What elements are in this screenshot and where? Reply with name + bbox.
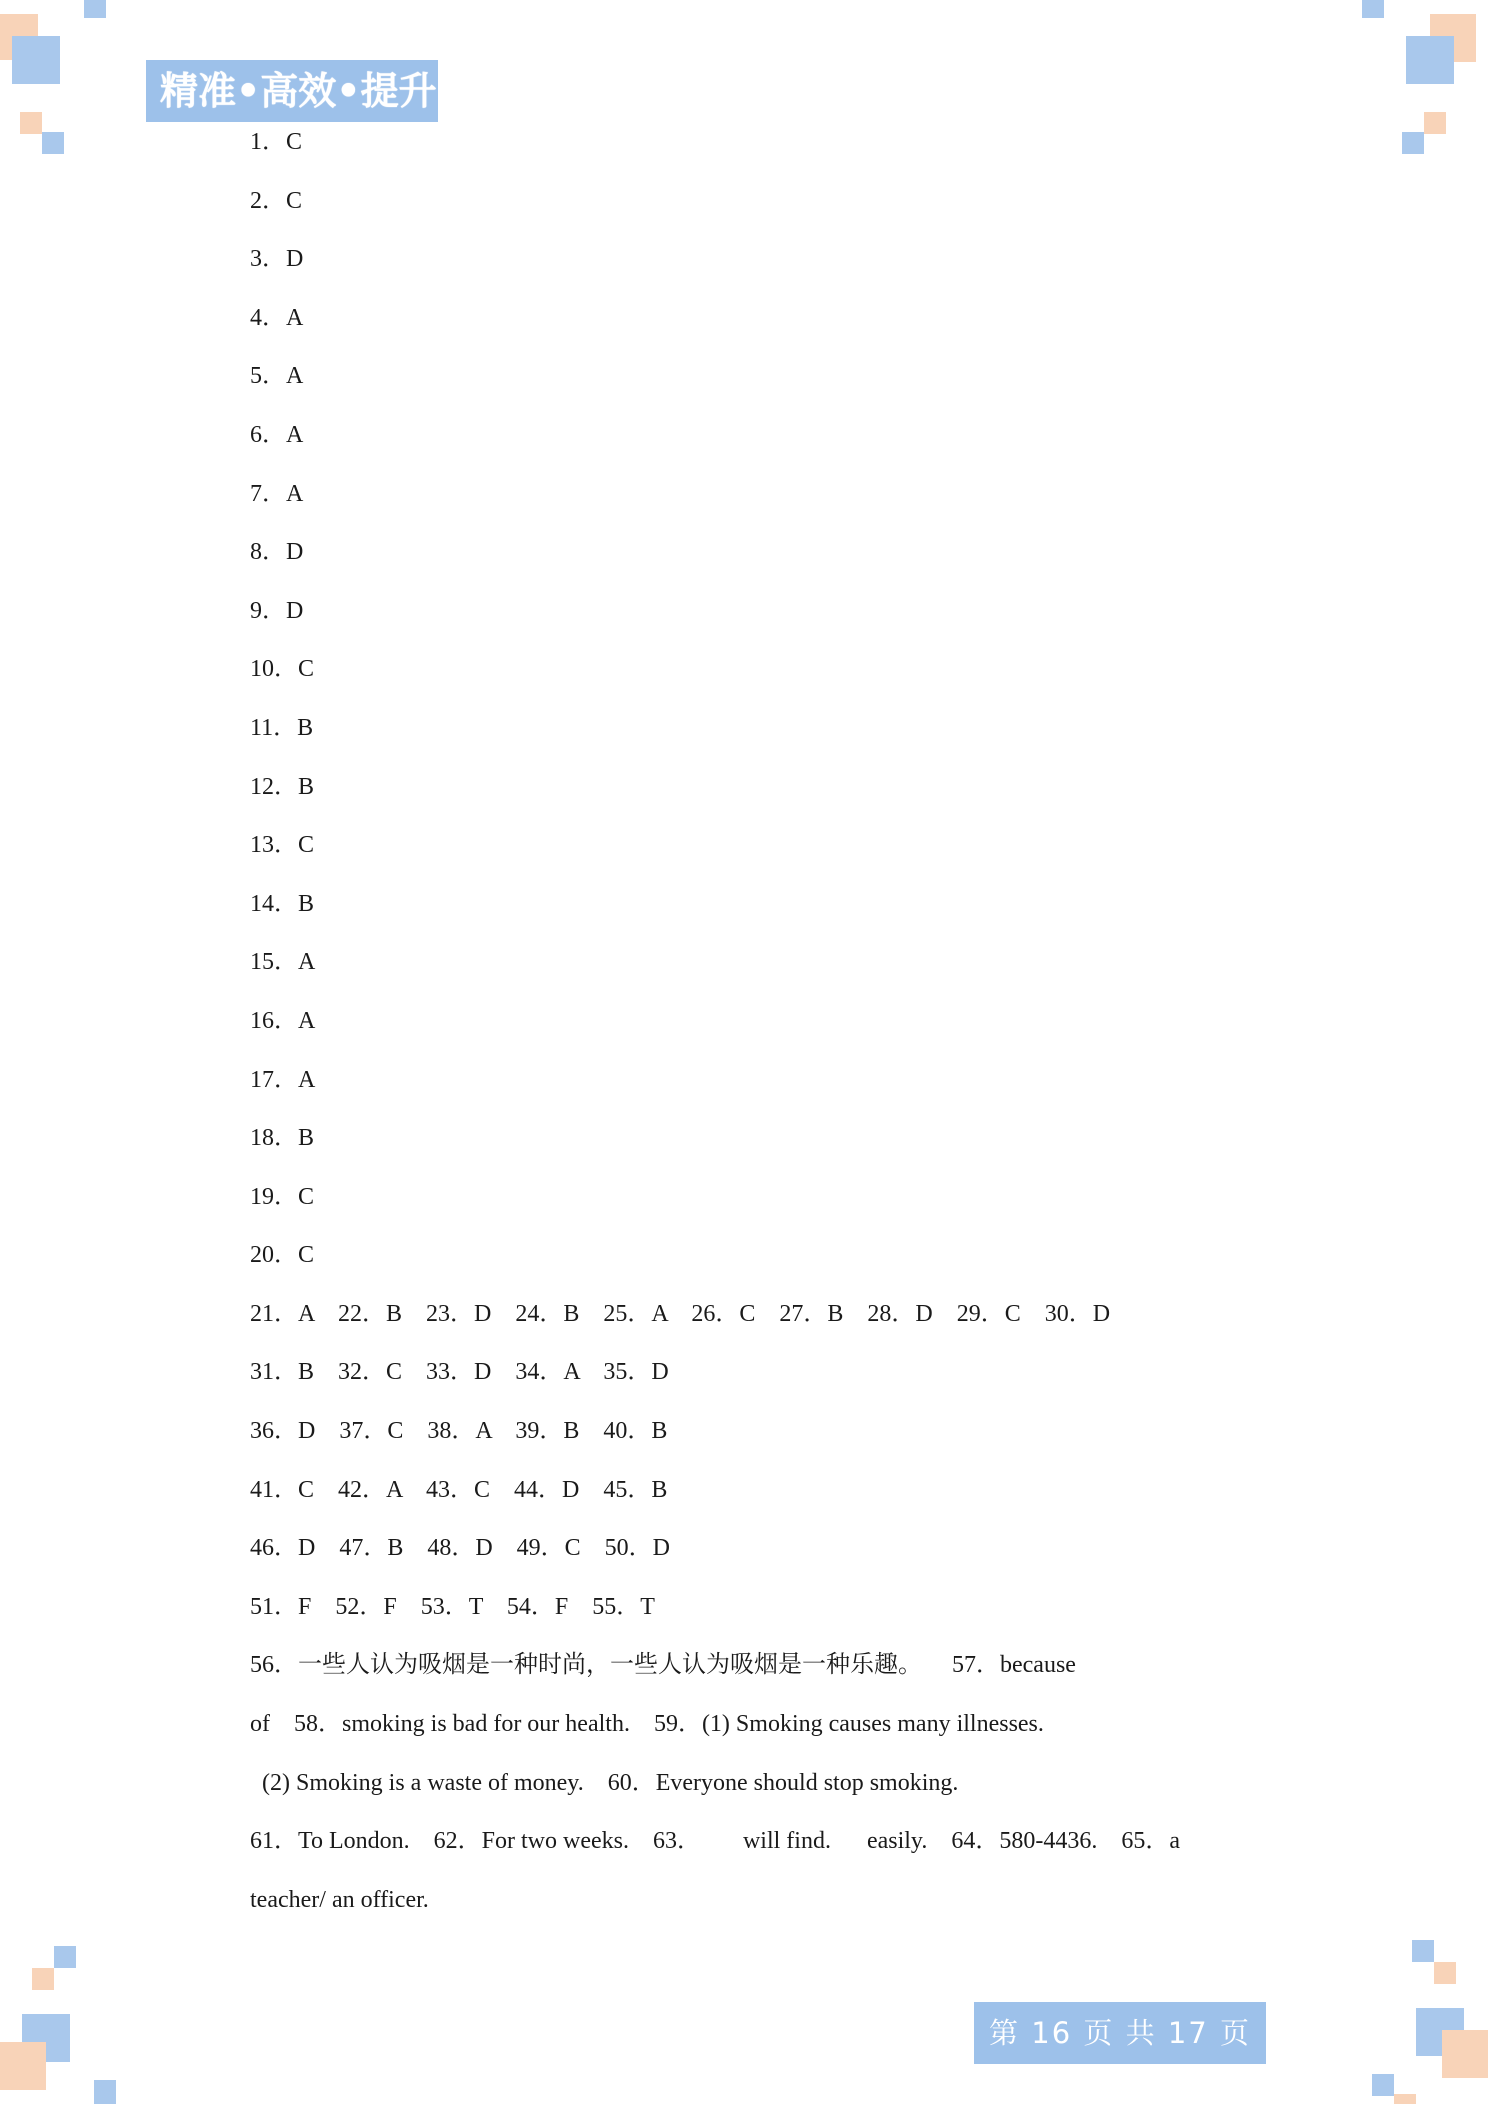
answer-line: 41．C 42．A 43．C 44．D 45．B (250, 1476, 668, 1503)
answer-line: 19．C (250, 1183, 315, 1210)
decor-square (12, 36, 60, 84)
answer-line: (2) Smoking is a waste of money. 60．Everyone should stop smoking. (250, 1769, 959, 1796)
decor-square (54, 1946, 76, 1968)
answer-line: 18．B (250, 1125, 315, 1152)
decor-square (20, 112, 42, 134)
page-number-label: 第 16 页 共 17 页 (974, 2002, 1266, 2064)
decor-square (1424, 112, 1446, 134)
answer-line: 15．A (250, 949, 316, 976)
decor-square (1412, 1940, 1434, 1962)
decor-square (1362, 0, 1384, 18)
header-banner: 精准•高效•提升 (146, 60, 438, 122)
answer-line: 36．D 37．C 38．A 39．B 40．B (250, 1418, 668, 1445)
answer-line: 61．To London. 62．For two weeks. 63． will find. easily. 64．580-4436. 65．a (250, 1828, 1181, 1855)
answer-line: 13．C (250, 832, 315, 859)
answer-line: 16．A (250, 1007, 316, 1034)
decor-square (1372, 2074, 1394, 2096)
decor-square (1394, 2094, 1416, 2104)
decor-square (32, 1968, 54, 1990)
answer-line: 7．A (250, 480, 304, 507)
answer-line: 3．D (250, 246, 304, 273)
answer-line: 12．B (250, 773, 315, 800)
answer-line: 46．D 47．B 48．D 49．C 50．D (250, 1535, 671, 1562)
answer-line: 21．A 22．B 23．D 24．B 25．A 26．C 27．B 28．D 29．C 30．D (250, 1300, 1111, 1327)
decor-square (0, 2042, 46, 2090)
decor-square (1442, 2030, 1488, 2078)
answer-line: 8．D (250, 539, 304, 566)
decor-square (1402, 132, 1424, 154)
answer-key (250, 122, 1270, 1938)
decor-square (84, 0, 106, 18)
answer-line: 31．B 32．C 33．D 34．A 35．D (250, 1359, 669, 1386)
answer-line: 4．A (250, 304, 304, 331)
decor-square (1406, 36, 1454, 84)
answer-line: teacher/ an officer. (250, 1886, 429, 1913)
decor-square (1434, 1962, 1456, 1984)
answer-line: 56．一些人认为吸烟是一种时尚，一些人认为吸烟是一种乐趣。 57．because (250, 1652, 1076, 1679)
answer-line: 11．B (250, 714, 314, 741)
answer-line: 51．F 52．F 53．T 54．F 55．T (250, 1593, 655, 1620)
answer-line: 2．C (250, 187, 303, 214)
answer-line: 14．B (250, 890, 315, 917)
answer-line: of 58．smoking is bad for our health. 59．(1) Smoking causes many illnesses. (250, 1711, 1044, 1738)
answer-line: 1．C (250, 129, 303, 155)
answer-line: 10．C (250, 656, 315, 683)
decor-square (42, 132, 64, 154)
answer-line: 17．A (250, 1066, 316, 1093)
answer-line: 6．A (250, 421, 304, 448)
answer-line: 9．D (250, 597, 304, 624)
decor-square (94, 2080, 116, 2104)
answer-line: 20．C (250, 1242, 315, 1269)
answer-line: 5．A (250, 363, 304, 390)
